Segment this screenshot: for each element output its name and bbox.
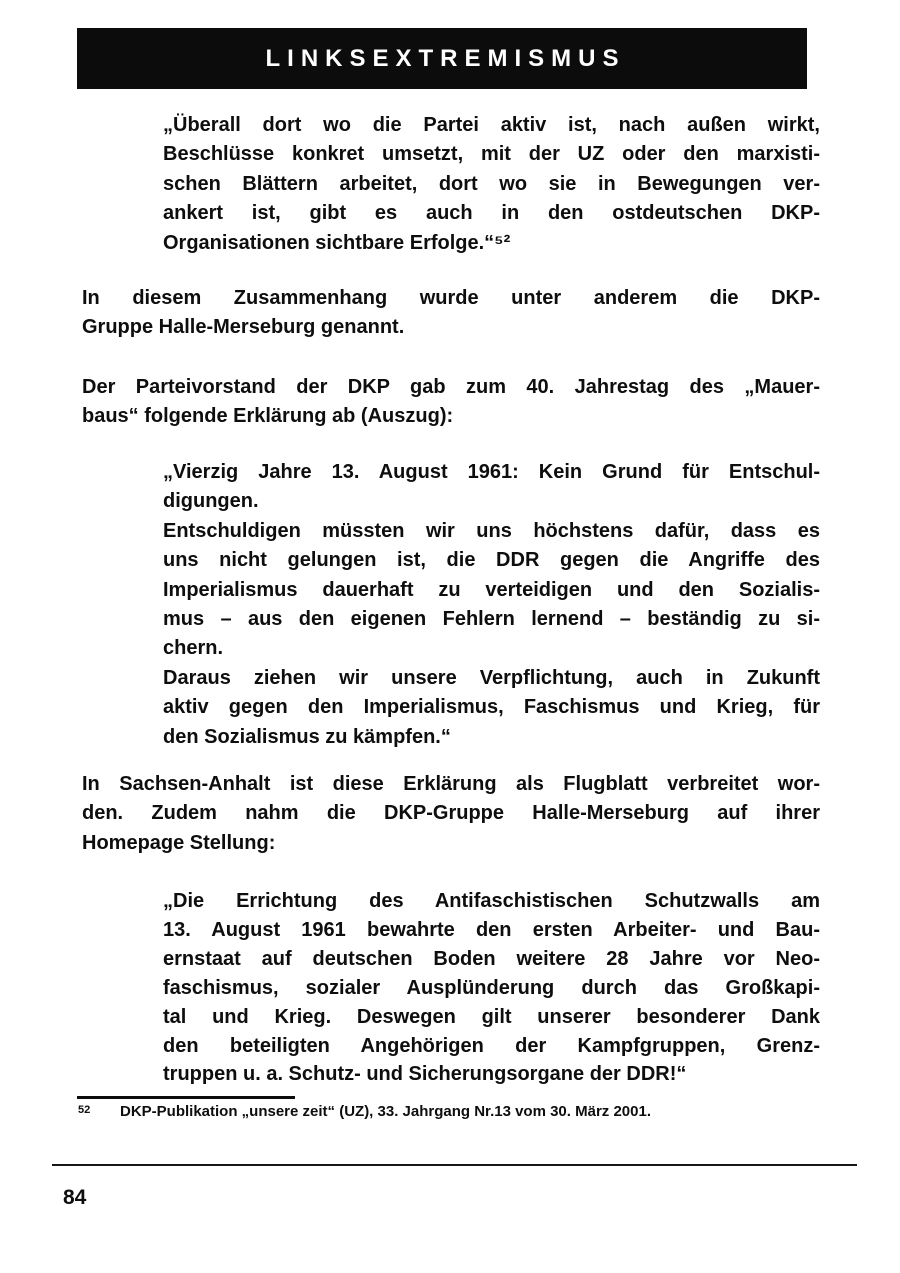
text-line: „Überall dort wo die Partei aktiv ist, nach außen wirkt, (163, 114, 820, 136)
footnote-text: DKP-Publikation „unsere zeit“ (UZ), 33. Jahrgang Nr.13 vom 30. März 2001. (120, 1103, 651, 1120)
section-title: LINKSEXTREMISMUS (265, 44, 626, 72)
text-line: den Sozialismus zu kämpfen.“ (163, 725, 451, 748)
text-line: digungen. (163, 490, 259, 513)
text-line: den. Zudem nahm die DKP-Gruppe Halle-Merseburg auf ihrer (82, 802, 820, 825)
text-line: baus“ folgende Erklärung ab (Auszug): (82, 405, 454, 428)
text-line: mus – aus den eigenen Fehlern lernend – beständig zu si- (163, 608, 820, 631)
page-number: 84 (63, 1186, 87, 1209)
text-line: schen Blättern arbeitet, dort wo sie in Bewegungen ver- (163, 172, 820, 195)
page-bottom-rule (52, 1164, 857, 1166)
body-paragraph-sachsen-anhalt (82, 770, 820, 858)
text-line: Beschlüsse konkret umsetzt, mit der UZ oder den marxisti- (163, 143, 820, 166)
text-line: den beteiligten Angehörigen der Kampfgruppen, Grenz- (163, 1034, 820, 1057)
text-line: Imperialismus dauerhaft zu verteidigen und den Sozialis- (163, 578, 820, 601)
text-line: ernstaat auf deutschen Boden weitere 28 Jahre vor Neo- (163, 947, 820, 970)
body-paragraph-zusammenhang (82, 284, 820, 343)
text-line: Daraus ziehen wir unsere Verpflichtung, auch in Zukunft (163, 666, 820, 689)
text-line: Entschuldigen müssten wir uns höchstens dafür, dass es (163, 519, 820, 542)
text-line: Homepage Stellung: (82, 831, 276, 854)
text-line: Organisationen sichtbare Erfolge.“⁵² (163, 231, 511, 254)
text-line: „Die Errichtung des Antifaschistischen Schutzwalls am (163, 890, 820, 912)
quote-block-schutzwall (163, 887, 820, 1089)
text-line: 13. August 1961 bewahrte den ersten Arbeiter- und Bau- (163, 918, 820, 941)
text-line: In diesem Zusammenhang wurde unter anderem die DKP- (82, 287, 820, 309)
text-line: ankert ist, gibt es auch in den ostdeutschen DKP- (163, 202, 820, 225)
text-line: uns nicht gelungen ist, die DDR gegen die Angriffe des (163, 549, 820, 572)
text-line: In Sachsen-Anhalt ist diese Erklärung als Flugblatt verbreitet wor- (82, 773, 820, 795)
footnote (78, 1103, 823, 1120)
text-line: tal und Krieg. Deswegen gilt unserer besonderer Dank (163, 1005, 820, 1028)
text-line: faschismus, sozialer Ausplünderung durch das Großkapi- (163, 976, 820, 999)
text-line: Gruppe Halle-Merseburg genannt. (82, 316, 405, 339)
quote-block-dkp-erfolge (163, 111, 820, 258)
text-line: aktiv gegen den Imperialismus, Faschismus und Krieg, für (163, 696, 820, 719)
footnote-separator-rule (77, 1096, 295, 1099)
text-line: „Vierzig Jahre 13. August 1961: Kein Grund für Entschul- (163, 461, 820, 483)
quote-block-vierzig-jahre (163, 458, 820, 752)
text-line: Der Parteivorstand der DKP gab zum 40. Jahrestag des „Mauer- (82, 376, 820, 398)
footnote-marker: 52 (78, 1104, 91, 1116)
section-header-banner (77, 28, 807, 89)
text-line: chern. (163, 637, 224, 660)
body-paragraph-parteivorstand (82, 373, 820, 432)
text-line: truppen u. a. Schutz- und Sicherungsorgane der DDR!“ (163, 1063, 687, 1086)
